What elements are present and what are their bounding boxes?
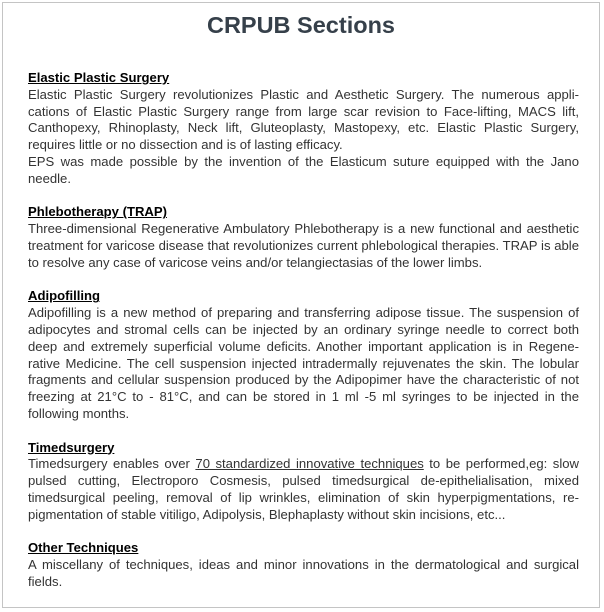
section-adipofilling [28,288,579,422]
section-other-techniques [28,540,579,590]
section-text: to be performed,eg: slow pulsed cutting, Electroporo Cosmesis, pulsed timedsurgical de-epithelialisation, mixed timedsurgical peeling, removal of lip wrinkles, elimination of skin hyperpigmentations, repigmentation of stable vitiligo, Adipolysis, Blephaplasty without skin incisions, etc... [28,456,580,522]
section-paragraph: Elastic Plastic Surgery revolutionizes Plastic and Aesthetic Surgery. The numerous applications of Elastic Plastic Surgery range from large scar revision to Face-lifting, MACS lift, Canthopexy, Rhinoplasty, Neck lift, Gluteoplasty, Mastopexy, etc. Elastic Plastic Surgery, requires little or no dissection and is of lasting efficacy. [28,86,579,153]
section-paragraph: A miscellany of techniques, ideas and minor innovations in the dermatological and surgical fields. [28,557,579,589]
content-panel [2,2,600,608]
section-title[interactable]: Adipofilling [28,288,100,304]
section-phlebotherapy [28,204,579,271]
section-body [28,221,579,271]
section-text: Timedsurgery enables over [28,456,196,472]
section-body [28,305,579,423]
section-title[interactable]: Phlebotherapy (TRAP) [28,204,167,220]
section-body [28,87,579,188]
section-paragraph: Adipofilling is a new method of preparing and transferring adipose tissue. The suspension of adipocytes and stromal cells can be injected by an ordinary syringe needle to correct both deep and extremely superficial volume deficits. Another important application is in Regenerative Medicine. The cell suspension injected intradermally rejuvenates the skin. The lobular fragments and cellular suspension produced by the Adipopimer have the characteristic of not freezing at 21°C to - 81°C, and can be stored in 1 ml -5 ml syringes to be injected in the following months. [28,305,579,421]
section-title[interactable]: Elastic Plastic Surgery [28,70,170,85]
techniques-link[interactable]: 70 standardized innovative techniques [195,456,424,472]
section-title[interactable]: Timedsurgery [28,439,115,455]
section-paragraph: Three-dimensional Regenerative Ambulatory Phlebotherapy is a new functional and aesthetic treatment for varicose disease that revolutionizes current phlebological therapies. TRAP is able to resolve any case of varicose veins and/or telangiectasias of the lower limbs. [28,221,579,270]
section-title[interactable]: Other Techniques [28,540,139,556]
section-elastic-plastic-surgery [28,70,579,188]
section-paragraph: EPS was made possible by the invention of the Elasticum suture equipped with the Jano needle. [28,153,579,186]
page-title: CRPUB Sections [206,12,396,38]
section-timedsurgery [28,440,579,524]
section-body [28,557,579,591]
section-body [28,456,579,523]
sections-list [28,70,579,608]
